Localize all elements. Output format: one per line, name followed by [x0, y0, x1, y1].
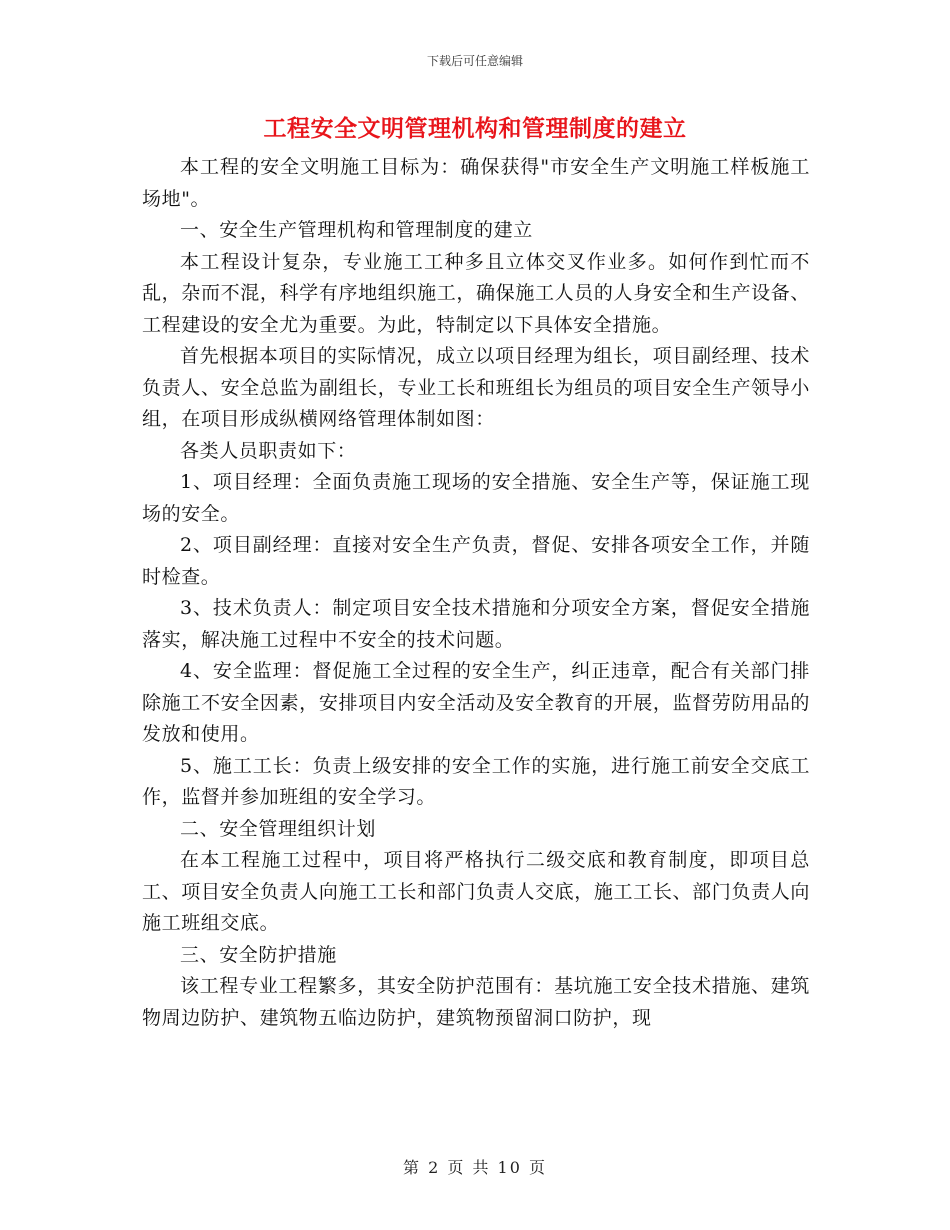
paragraph-protection-scope: 该工程专业工程繁多，其安全防护范围有：基坑施工安全技术措施、建筑物周边防护、建筑物五临边防护，建筑物预留洞口防护，现 — [142, 975, 810, 1029]
duty-construction-foreman: 5、施工工长：负责上级安排的安全工作的实施，进行施工前安全交底工作，监督并参加班组的安全学习。 — [142, 754, 810, 808]
paragraph-goal: 本工程的安全文明施工目标为：确保获得"市安全生产文明施工样板施工场地"。 — [142, 156, 810, 210]
document-body — [142, 152, 810, 1034]
page-header-note: 下载后可任意编辑 — [426, 54, 523, 68]
section-heading-3: 三、安全防护措施 — [180, 943, 337, 966]
page-number: 第 2 页 共 10 页 — [403, 1158, 547, 1177]
duty-deputy-manager: 2、项目副经理：直接对安全生产负责，督促、安排各项安全工作，并随时检查。 — [142, 534, 810, 588]
duty-safety-supervisor: 4、安全监理：督促施工全过程的安全生产，纠正违章，配合有关部门排除施工不安全因素，安排项目内安全活动及安全教育的开展，监督劳防用品的发放和使用。 — [142, 660, 810, 745]
duty-technical-lead: 3、技术负责人：制定项目安全技术措施和分项安全方案，督促安全措施落实，解决施工过程中不安全的技术问题。 — [142, 597, 810, 651]
paragraph-organization: 首先根据本项目的实际情况，成立以项目经理为组长，项目副经理、技术负责人、安全总监为副组长，专业工长和班组长为组员的项目安全生产领导小组，在项目形成纵横网络管理体制如图： — [142, 345, 810, 430]
document-title: 工程安全文明管理机构和管理制度的建立 — [263, 115, 687, 142]
paragraph-briefing-system: 在本工程施工过程中，项目将严格执行二级交底和教育制度，即项目总工、项目安全负责人向施工工长和部门负责人交底，施工工长、部门负责人向施工班组交底。 — [142, 849, 810, 934]
section-heading-1: 一、安全生产管理机构和管理制度的建立 — [180, 219, 533, 241]
paragraph-duties-intro: 各类人员职责如下： — [180, 439, 357, 462]
duty-project-manager: 1、项目经理：全面负责施工现场的安全措施、安全生产等，保证施工现场的安全。 — [142, 471, 810, 525]
paragraph-overview: 本工程设计复杂，专业施工工种多且立体交叉作业多。如何作到忙而不乱，杂而不混，科学有序地组织施工，确保施工人员的人身安全和生产设备、工程建设的安全尤为重要。为此，特制定以下具体安全措施。 — [142, 250, 810, 336]
section-heading-2: 二、安全管理组织计划 — [180, 817, 377, 840]
